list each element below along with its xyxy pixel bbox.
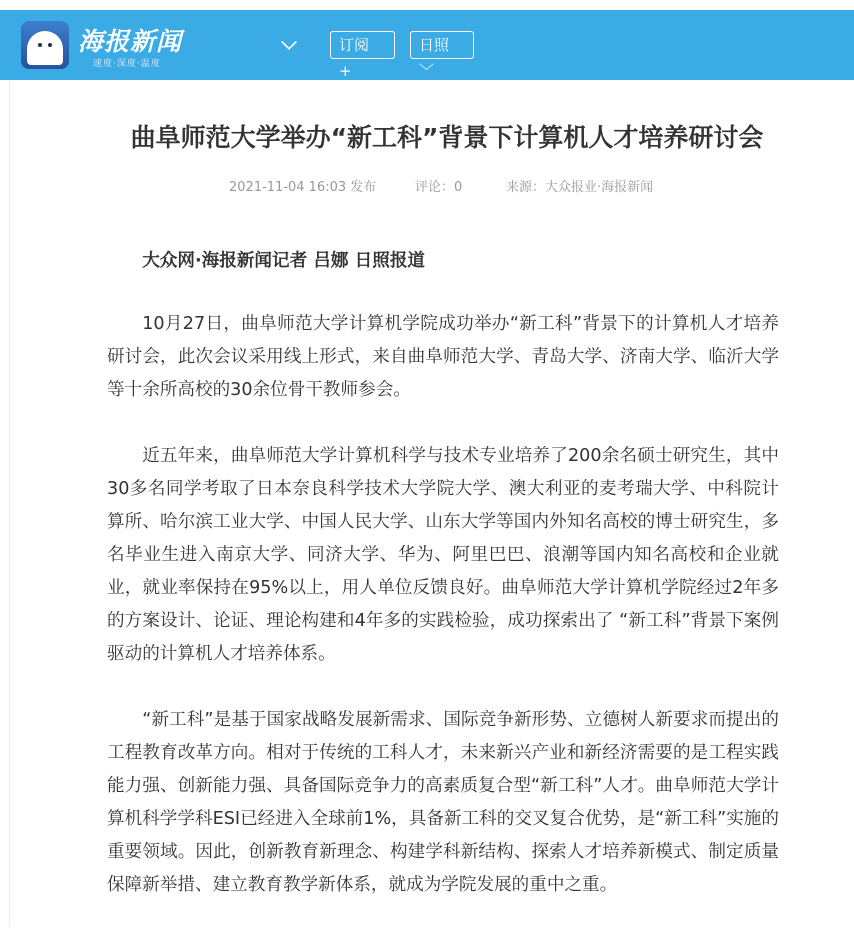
comment-count[interactable]: 评论：0	[415, 180, 463, 195]
article-source: 来源：大众报业·海报新闻	[506, 180, 654, 195]
article-title: 曲阜师范大学举办“新工科”背景下计算机人才培养研讨会	[130, 123, 764, 152]
site-header	[0, 10, 854, 80]
chevron-down-icon[interactable]	[281, 34, 297, 50]
byline: 大众网·海报新闻记者 吕娜 日照报道	[142, 251, 426, 271]
brand-name[interactable]: 海报新闻	[78, 27, 183, 56]
paragraph: “新工科”是基于国家战略发展新需求、国际竞争新形势、立德树人新要求而提出的工程教育改革方向。相对于传统的工科人才，未来新兴产业和新经济需要的是工程实践能力强、创新能力强、具备国际竞争力的高素质复合型“新工科”人才。曲阜师范大学计算机科学学科ESI已经进入全球前1%，具备新工科的交叉复合优势，是“新工科”实施的重要领域。因此，创新教育新理念、构建学科新结构、探索人才培养新模式、制定质量保障新举措、建立教育教学新体系，就成为学院发展的重中之重。	[107, 710, 779, 895]
publish-time: 2021-11-04 16:03 发布	[229, 180, 377, 195]
seal-logo-icon[interactable]	[21, 21, 69, 69]
browser-strip	[0, 0, 854, 10]
divider	[9, 80, 10, 927]
subscribe-button[interactable]: 订阅 +	[330, 31, 395, 59]
paragraph: 10月27日，曲阜师范大学计算机学院成功举办“新工科”背景下的计算机人才培养研讨会，此次会议采用线上形式，来自曲阜师范大学、青岛大学、济南大学、临沂大学等十余所高校的30余位骨干教师参会。	[107, 314, 779, 400]
city-select[interactable]: 日照 ﹀	[410, 31, 474, 59]
slogan: 速度·深度·温度	[93, 59, 161, 69]
article-body	[107, 245, 779, 935]
paragraph: 近五年来，曲阜师范大学计算机科学与技术专业培养了200余名硕士研究生，其中30多名同学考取了日本奈良科学技术大学院大学、澳大利亚的麦考瑞大学、中科院计算所、哈尔滨工业大学、中国人民大学、山东大学等国内外知名高校的博士研究生，多名毕业生进入南京大学、同济大学、华为、阿里巴巴、浪潮等国内知名高校和企业就业，就业率保持在95%以上，用人单位反馈良好。曲阜师范大学计算机学院经过2年多的方案设计、论证、理论构建和4年多的实践检验，成功探索出了 “新工科”背景下案例驱动的计算机人才培养体系。	[107, 446, 779, 664]
